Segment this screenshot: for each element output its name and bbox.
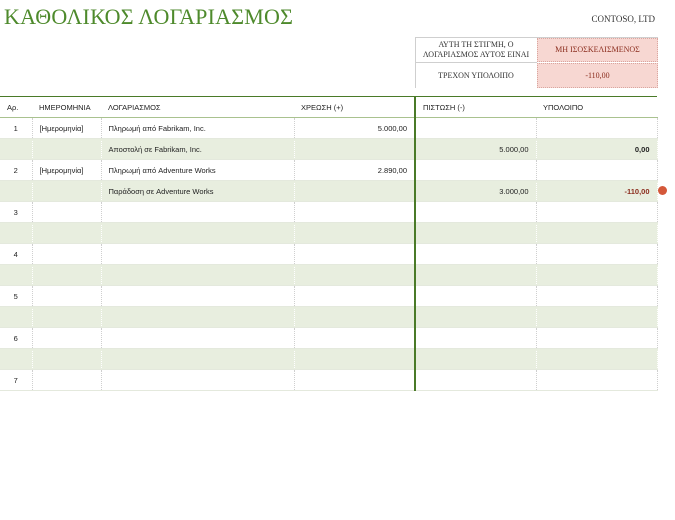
balance-cell[interactable]: -110,00 <box>536 181 657 202</box>
credit-cell[interactable] <box>415 265 536 286</box>
balance-cell[interactable] <box>536 118 657 139</box>
table-row <box>0 118 657 139</box>
credit-cell[interactable] <box>415 349 536 370</box>
date-cell[interactable] <box>32 265 101 286</box>
date-cell[interactable] <box>32 307 101 328</box>
date-cell[interactable] <box>32 223 101 244</box>
date-cell[interactable] <box>32 328 101 349</box>
row-number-cell[interactable] <box>0 349 32 370</box>
credit-cell[interactable] <box>415 328 536 349</box>
balance-value[interactable]: -110,00 <box>537 63 658 88</box>
table-row <box>0 202 657 223</box>
table-row <box>0 139 657 160</box>
account-cell[interactable]: Αποστολή σε Fabrikam, Inc. <box>101 139 294 160</box>
column-header-date[interactable]: ΗΜΕΡΟΜΗΝΙΑ <box>32 97 101 118</box>
balance-cell[interactable] <box>536 286 657 307</box>
debit-cell[interactable] <box>294 139 415 160</box>
debit-cell[interactable] <box>294 244 415 265</box>
table-row <box>0 223 657 244</box>
debit-cell[interactable] <box>294 370 415 391</box>
debit-cell[interactable] <box>294 328 415 349</box>
date-cell[interactable] <box>32 349 101 370</box>
row-number-cell[interactable] <box>0 181 32 202</box>
balance-cell[interactable] <box>536 307 657 328</box>
balance-cell[interactable] <box>536 244 657 265</box>
header-row <box>0 97 657 118</box>
row-number-cell[interactable] <box>0 223 32 244</box>
account-cell[interactable]: Πληρωμή από Fabrikam, Inc. <box>101 118 294 139</box>
status-value[interactable]: ΜΗ ΙΣΟΣΚΕΛΙΣΜΕΝΟΣ <box>537 38 658 62</box>
balance-cell[interactable]: 0,00 <box>536 139 657 160</box>
column-header-credit[interactable]: ΠΙΣΤΩΣΗ (-) <box>415 97 536 118</box>
debit-cell[interactable]: 5.000,00 <box>294 118 415 139</box>
credit-cell[interactable]: 3.000,00 <box>415 181 536 202</box>
row-number-cell[interactable]: 2 <box>0 160 32 181</box>
row-number-cell[interactable]: 5 <box>0 286 32 307</box>
account-cell[interactable] <box>101 202 294 223</box>
table-row <box>0 286 657 307</box>
warning-dot-icon <box>658 186 667 195</box>
credit-cell[interactable] <box>415 118 536 139</box>
account-cell[interactable] <box>101 286 294 307</box>
credit-cell[interactable] <box>415 370 536 391</box>
page-title: ΚΑΘΟΛΙΚΟΣ ΛΟΓΑΡΙΑΣΜΟΣ <box>4 4 294 29</box>
table-row <box>0 265 657 286</box>
account-cell[interactable]: Παράδοση σε Adventure Works <box>101 181 294 202</box>
row-number-cell[interactable] <box>0 307 32 328</box>
row-number-cell[interactable]: 4 <box>0 244 32 265</box>
company-name: CONTOSO, LTD <box>591 14 655 24</box>
balance-cell[interactable] <box>536 265 657 286</box>
account-cell[interactable] <box>101 223 294 244</box>
debit-cell[interactable] <box>294 265 415 286</box>
debit-cell[interactable]: 2.890,00 <box>294 160 415 181</box>
table-row <box>0 160 657 181</box>
credit-cell[interactable] <box>415 244 536 265</box>
account-cell[interactable] <box>101 244 294 265</box>
status-label: ΑΥΤΗ ΤΗ ΣΤΙΓΜΗ, Ο ΛΟΓΑΡΙΑΣΜΟΣ ΑΥΤΟΣ ΕΙΝΑΙ <box>422 40 530 59</box>
table-row <box>0 181 657 202</box>
row-number-cell[interactable]: 6 <box>0 328 32 349</box>
balance-cell[interactable] <box>536 349 657 370</box>
table-row <box>0 370 657 391</box>
credit-cell[interactable] <box>415 223 536 244</box>
credit-cell[interactable] <box>415 286 536 307</box>
account-cell[interactable] <box>101 328 294 349</box>
balance-cell[interactable] <box>536 223 657 244</box>
date-cell[interactable] <box>32 139 101 160</box>
table-row <box>0 244 657 265</box>
column-header-no[interactable]: Αρ. <box>0 97 32 118</box>
ledger-table <box>0 96 658 391</box>
account-cell[interactable] <box>101 307 294 328</box>
debit-cell[interactable] <box>294 307 415 328</box>
debit-cell[interactable] <box>294 181 415 202</box>
balance-summary <box>415 37 658 88</box>
balance-cell[interactable] <box>536 328 657 349</box>
account-cell[interactable] <box>101 265 294 286</box>
debit-cell[interactable] <box>294 286 415 307</box>
account-cell[interactable] <box>101 370 294 391</box>
balance-cell[interactable] <box>536 202 657 223</box>
date-cell[interactable] <box>32 286 101 307</box>
balance-label: ΤΡΕΧΟΝ ΥΠΟΛΟΙΠΟ <box>438 70 514 80</box>
date-cell[interactable]: [Ημερομηνία] <box>32 160 101 181</box>
column-header-account[interactable]: ΛΟΓΑΡΙΑΣΜΟΣ <box>101 97 294 118</box>
row-number-cell[interactable]: 3 <box>0 202 32 223</box>
credit-cell[interactable]: 5.000,00 <box>415 139 536 160</box>
table-row <box>0 349 657 370</box>
date-cell[interactable] <box>32 370 101 391</box>
date-cell[interactable] <box>32 181 101 202</box>
balance-cell[interactable] <box>536 370 657 391</box>
account-cell[interactable] <box>101 349 294 370</box>
column-header-balance[interactable]: ΥΠΟΛΟΙΠΟ <box>536 97 657 118</box>
debit-cell[interactable] <box>294 349 415 370</box>
credit-cell[interactable] <box>415 307 536 328</box>
row-number-cell[interactable]: 1 <box>0 118 32 139</box>
account-cell[interactable]: Πληρωμή από Adventure Works <box>101 160 294 181</box>
date-cell[interactable] <box>32 202 101 223</box>
balance-cell[interactable] <box>536 160 657 181</box>
table-row <box>0 328 657 349</box>
table-row <box>0 307 657 328</box>
row-number-cell[interactable] <box>0 265 32 286</box>
credit-cell[interactable] <box>415 202 536 223</box>
credit-cell[interactable] <box>415 160 536 181</box>
row-number-cell[interactable]: 7 <box>0 370 32 391</box>
row-number-cell[interactable] <box>0 139 32 160</box>
column-header-debit[interactable]: ΧΡΕΩΣΗ (+) <box>294 97 415 118</box>
date-cell[interactable] <box>32 244 101 265</box>
debit-cell[interactable] <box>294 202 415 223</box>
date-cell[interactable]: [Ημερομηνία] <box>32 118 101 139</box>
debit-cell[interactable] <box>294 223 415 244</box>
